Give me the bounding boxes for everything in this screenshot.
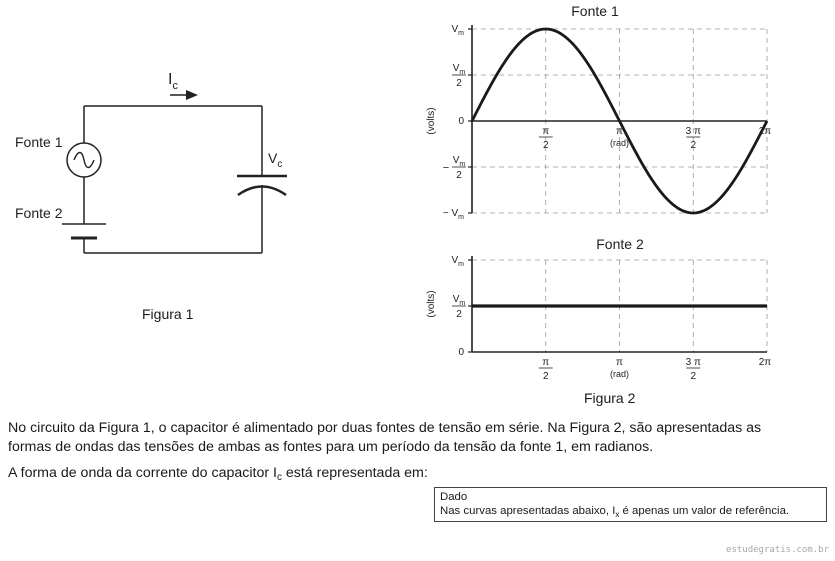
chart2-y-tick-label: 0 bbox=[458, 347, 464, 358]
chart2-ylabel: (volts) bbox=[426, 290, 437, 318]
prompt-text-end: está representada em: bbox=[281, 465, 428, 481]
circuit-diagram bbox=[0, 0, 300, 330]
chart1-ylabel: (volts) bbox=[426, 107, 437, 135]
fonte1-label: Fonte 1 bbox=[15, 134, 63, 150]
prompt-text: A forma de onda da corrente do capacitor I bbox=[8, 465, 277, 481]
paragraph-line-2: formas de ondas das tensões de ambas as fontes para um período da tensão da fonte 1, em radianos. bbox=[8, 439, 654, 455]
current-label: $I_c$ bbox=[168, 71, 178, 92]
capacitor-voltage-label: $V_c$ bbox=[268, 150, 283, 170]
chart1-x-tick-label: 3 π bbox=[685, 126, 701, 137]
question-paragraph bbox=[8, 419, 761, 457]
dc-source-symbol bbox=[62, 224, 106, 238]
dado-text-post: é apenas um valor de referência. bbox=[619, 505, 790, 517]
chart2-x-tick-label: π bbox=[616, 357, 623, 368]
chart1-title: Fonte 1 bbox=[571, 3, 619, 19]
dado-title: Dado bbox=[440, 491, 468, 503]
chart2-x-unit-note: (rad) bbox=[609, 369, 630, 379]
chart2-x-tick-label: 3 π bbox=[685, 357, 701, 368]
chart2-y-tick-label: $V_m$ bbox=[452, 294, 466, 307]
chart1-y-tick-label: $V_m$ bbox=[452, 155, 466, 168]
chart2-y-tick-den: 2 bbox=[456, 309, 462, 320]
chart2-x-tick-den: 2 bbox=[542, 371, 549, 382]
dado-box bbox=[434, 487, 827, 522]
chart1-y-tick-label: $V_m$ bbox=[451, 24, 464, 37]
chart1-x-tick-den: 2 bbox=[542, 140, 549, 151]
chart2-x-tick-den: 2 bbox=[690, 371, 697, 382]
waveform-charts bbox=[415, 0, 775, 390]
dado-text bbox=[440, 504, 821, 518]
circuit-wires bbox=[84, 106, 262, 253]
chart1-x-tick-label: 2π bbox=[758, 126, 772, 137]
figure2-caption: Figura 2 bbox=[584, 390, 636, 406]
chart1-y-tick-den: 2 bbox=[456, 78, 462, 89]
chart2-x-tick-label: 2π bbox=[758, 357, 772, 368]
paragraph-line-1: No circuito da Figura 1, o capacitor é alimentado por duas fontes de tensão em série. Na Figura 2, são apresentadas as bbox=[8, 420, 762, 436]
chart1-y-tick-label: $V_m$ bbox=[452, 63, 466, 76]
chart1-y-tick-den: 2 bbox=[456, 170, 462, 181]
chart2-x-tick-label: π bbox=[542, 357, 550, 368]
prompt-subscript: c bbox=[276, 472, 282, 483]
chart2-y-tick-label: $V_m$ bbox=[451, 255, 464, 268]
fonte2-label: Fonte 2 bbox=[15, 205, 63, 221]
question-prompt bbox=[8, 464, 428, 483]
chart1-x-tick-label: π bbox=[616, 126, 623, 137]
chart1-x-tick-den: 2 bbox=[690, 140, 697, 151]
chart1-x-tick-label: π bbox=[542, 126, 550, 137]
chart1-y-tick-label: 0 bbox=[458, 116, 464, 127]
figure1-caption: Figura 1 bbox=[142, 306, 194, 322]
dado-text-pre: Nas curvas apresentadas abaixo, I bbox=[440, 505, 616, 517]
chart1-minus-sign: − bbox=[442, 162, 450, 174]
chart1-x-unit-note: (rad) bbox=[609, 138, 630, 148]
chart1-y-tick-label: − $V_m$ bbox=[442, 208, 464, 221]
chart2-title: Fonte 2 bbox=[596, 236, 644, 252]
watermark: estudegratis.com.br bbox=[726, 545, 829, 555]
dado-subscript: x bbox=[615, 510, 620, 519]
ac-source-symbol bbox=[67, 143, 101, 177]
